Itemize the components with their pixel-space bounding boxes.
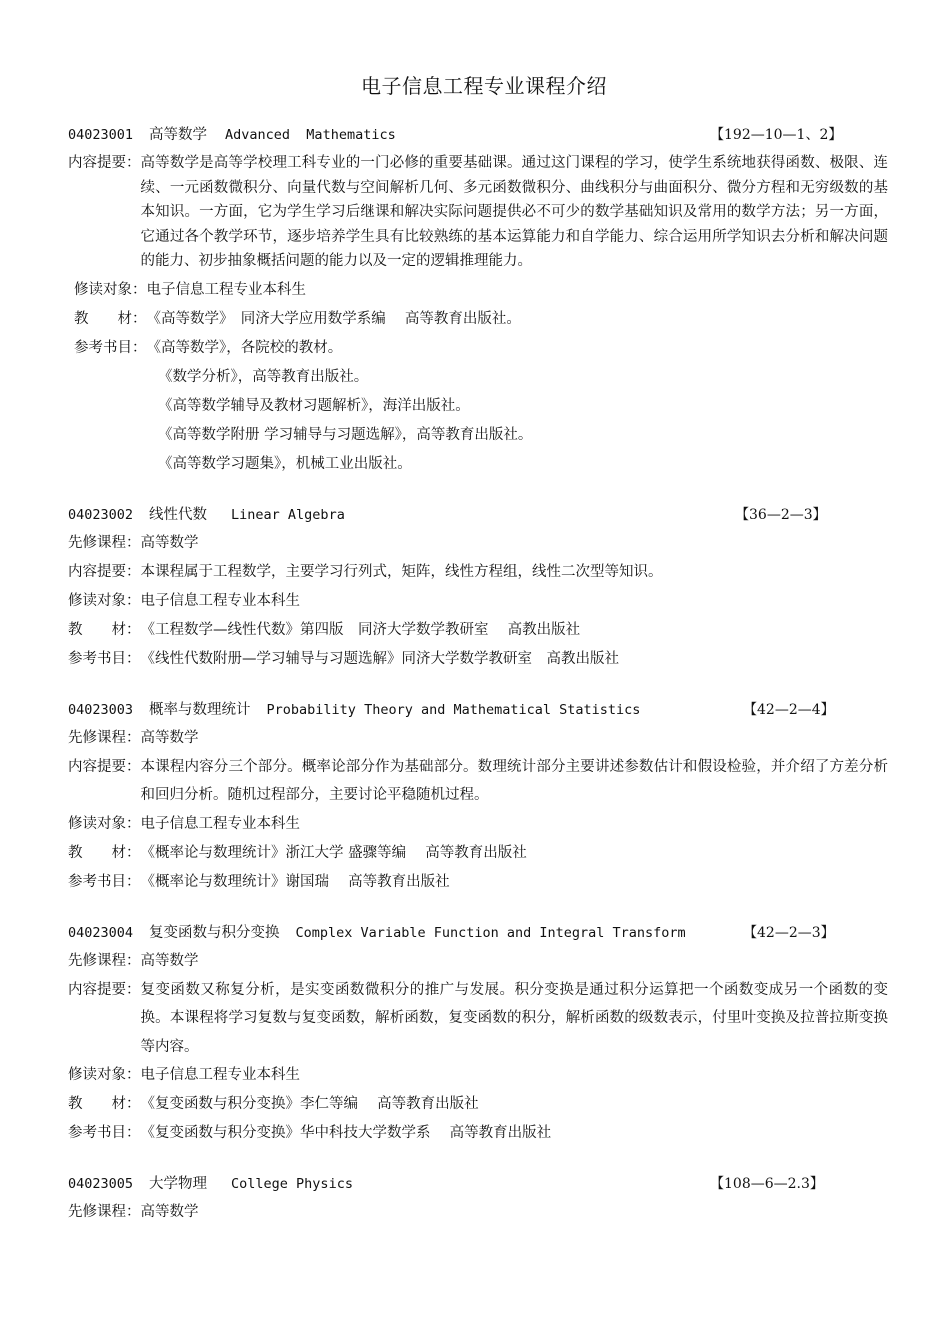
textbook-text: 《复变函数与积分变换》李仁等编 高等教育出版社 <box>140 1096 479 1112</box>
references-row <box>68 868 888 897</box>
prereq-row <box>68 724 888 753</box>
course-block <box>68 920 888 1149</box>
reference-item: 《概率论与数理统计》谢国瑞 高等教育出版社 <box>140 873 450 890</box>
textbook-text: 《工程数学—线性代数》第四版 同济大学数学教研室 高教出版社 <box>140 621 581 638</box>
prereq-text: 高等数学 <box>140 952 199 969</box>
target-row <box>68 276 888 305</box>
textbook-text: 《高等数学》 同济大学应用数学系编 高等教育出版社。 <box>146 310 521 327</box>
references-label: 参考书目： <box>68 873 141 890</box>
course-name-cn: 大学物理 <box>149 1176 208 1192</box>
reference-item: 《复变函数与积分变换》华中科技大学数学系 高等教育出版社 <box>140 1125 552 1141</box>
course-name-cn: 线性代数 <box>149 506 208 523</box>
course-block <box>68 502 888 674</box>
course-name-cn: 高等数学 <box>149 127 208 143</box>
reference-item: 《数学分析》，高等教育出版社。 <box>158 368 369 385</box>
course-header <box>68 502 888 529</box>
prereq-label: 先修课程： <box>68 729 141 746</box>
course-code: 04023004 <box>68 924 134 941</box>
reference-item: 《高等数学习题集》，机械工业出版社。 <box>158 455 412 472</box>
course-header <box>68 697 888 724</box>
prereq-label: 先修课程： <box>68 952 141 969</box>
summary-row <box>68 753 888 810</box>
reference-item: 《线性代数附册—学习辅导与习题选解》同济大学数学教研室 高教出版社 <box>140 650 619 667</box>
course-hours: 【42—2—3】 <box>743 924 835 941</box>
course-header <box>68 122 888 149</box>
course-code: 04023003 <box>68 701 134 718</box>
course-name-en: Advanced Mathematics <box>225 127 396 143</box>
target-label: 修读对象： <box>68 815 141 832</box>
summary-text: 高等数学是高等学校理工科专业的一门必修的重要基础课。通过这门课程的学习，使学生系统地获得函数、极限、连续、一元函数微积分、向量代数与空间解析几何、多元函数微积分、曲线积分与曲面积分、微分方程和无穷级数的基本知识。一方面，它为学生学习后继课和解决实际问题提供必不可少的数学基础知识及常用的数学方法；另一方面，它通过各个教学环节，逐步培养学生具有比较熟练的基本运算能力和自学能力、综合运用所学知识去分析和解决问题的能力、初步抽象概括问题的能力以及一定的逻辑推理能力。 <box>140 155 888 269</box>
prereq-text: 高等数学 <box>140 729 199 746</box>
target-label: 修读对象： <box>74 281 147 298</box>
course-code: 04023001 <box>68 127 134 143</box>
textbook-label: 教 材： <box>68 1096 141 1112</box>
prereq-row <box>68 529 888 558</box>
summary-label: 内容提要： <box>68 155 141 171</box>
target-row <box>68 810 888 839</box>
textbook-row <box>68 616 888 645</box>
prereq-label: 先修课程： <box>68 1204 141 1220</box>
document-page <box>68 72 888 1250</box>
course-name-cn: 复变函数与积分变换 <box>149 924 280 941</box>
textbook-row <box>68 839 888 868</box>
textbook-text: 《概率论与数理统计》浙江大学 盛骤等编 高等教育出版社 <box>140 844 527 861</box>
course-name-en: Probability Theory and Mathematical Statistics <box>266 701 641 718</box>
course-hours: 【42—2—4】 <box>743 701 835 718</box>
target-text: 电子信息工程专业本科生 <box>140 815 300 832</box>
course-code: 04023005 <box>68 1176 134 1192</box>
document-title: 电子信息工程专业课程介绍 <box>361 74 607 98</box>
references-label: 参考书目： <box>74 339 147 356</box>
prereq-label: 先修课程： <box>68 534 141 551</box>
textbook-label: 教 材： <box>68 844 141 861</box>
references-row <box>68 645 888 674</box>
summary-label: 内容提要： <box>68 563 141 580</box>
course-name-en: Linear Algebra <box>231 506 345 523</box>
summary-text: 复变函数又称复分析，是实变函数微积分的推广与发展。积分变换是通过积分运算把一个函数变成另一个函数的变换。本课程将学习复数与复变函数，解析函数，复变函数的积分，解析函数的级数表示，付里叶变换及拉普拉斯变换等内容。 <box>140 981 888 1055</box>
prereq-text: 高等数学 <box>140 1204 199 1220</box>
target-label: 修读对象： <box>68 592 141 609</box>
target-text: 电子信息工程专业本科生 <box>140 592 300 609</box>
textbook-row <box>68 305 888 334</box>
reference-item: 《高等数学辅导及教材习题解析》，海洋出版社。 <box>158 397 470 414</box>
course-name-en: Complex Variable Function and Integral Transform <box>295 924 686 941</box>
reference-item: 《高等数学附册 学习辅导与习题选解》，高等教育出版社。 <box>158 426 533 443</box>
course-code: 04023002 <box>68 506 134 523</box>
target-row <box>68 1061 888 1090</box>
prereq-text: 高等数学 <box>140 534 199 551</box>
target-label: 修读对象： <box>68 1067 141 1083</box>
course-header <box>68 1171 888 1198</box>
summary-row <box>68 149 888 276</box>
references-row <box>68 1119 888 1148</box>
course-hours: 【192—10—1、2】 <box>710 127 843 143</box>
summary-label: 内容提要： <box>68 981 141 998</box>
reference-item: 《高等数学》，各院校的教材。 <box>146 339 343 356</box>
summary-text: 本课程属于工程数学，主要学习行列式，矩阵，线性方程组，线性二次型等知识。 <box>140 563 663 580</box>
course-block <box>68 1171 888 1227</box>
summary-row <box>68 976 888 1062</box>
summary-text: 本课程内容分三个部分。概率论部分作为基础部分。数理统计部分主要讲述参数估计和假设检验，并介绍了方差分析和回归分析。随机过程部分，主要讨论平稳随机过程。 <box>140 758 888 803</box>
summary-label: 内容提要： <box>68 758 141 775</box>
course-block <box>68 697 888 897</box>
target-row <box>68 587 888 616</box>
summary-row <box>68 558 888 587</box>
course-hours: 【108—6—2.3】 <box>710 1176 824 1192</box>
prereq-row <box>68 1198 888 1227</box>
textbook-label: 教 材： <box>74 310 147 327</box>
textbook-label: 教 材： <box>68 621 141 638</box>
target-text: 电子信息工程专业本科生 <box>146 281 306 298</box>
course-name-en: College Physics <box>231 1176 353 1192</box>
course-hours: 【36—2—3】 <box>735 506 827 523</box>
course-header <box>68 920 888 947</box>
prereq-row <box>68 947 888 976</box>
target-text: 电子信息工程专业本科生 <box>140 1067 300 1083</box>
references-row <box>68 334 888 363</box>
course-name-cn: 概率与数理统计 <box>149 701 251 718</box>
references-label: 参考书目： <box>68 650 141 667</box>
references-label: 参考书目： <box>68 1125 141 1141</box>
textbook-row <box>68 1090 888 1119</box>
course-block <box>68 122 888 479</box>
